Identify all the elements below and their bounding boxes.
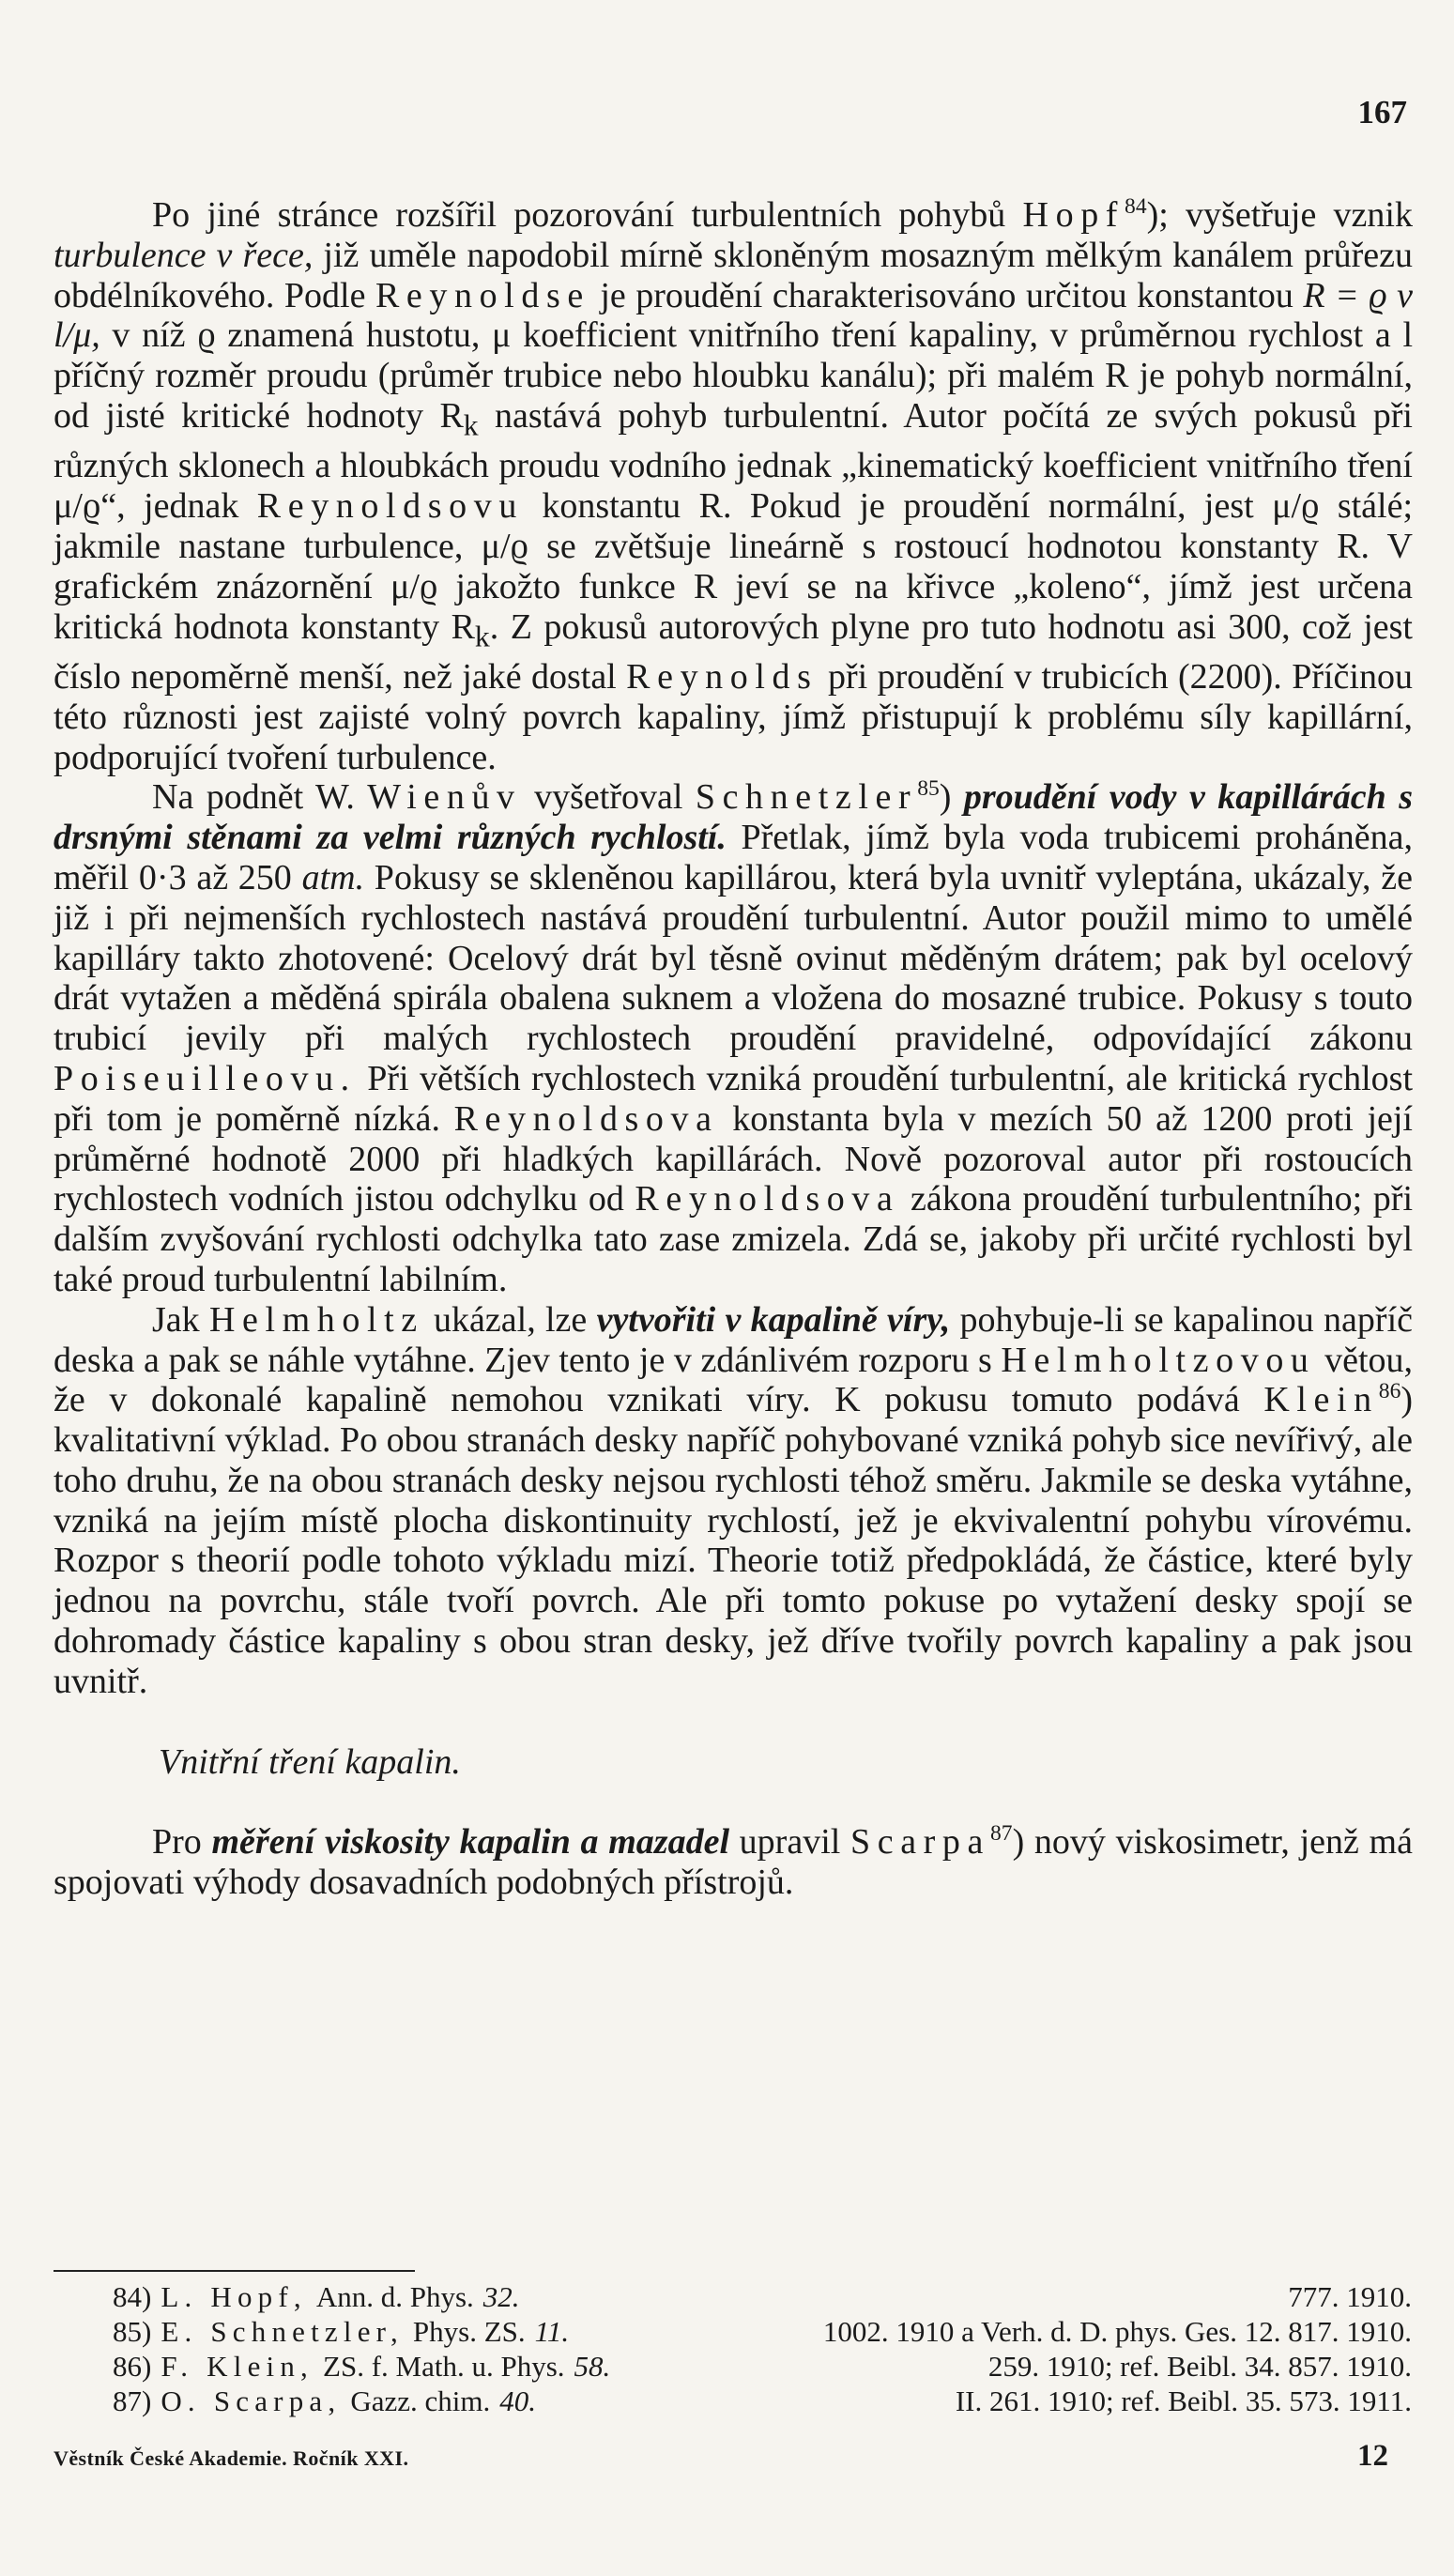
author-name: Wienův [367,777,522,818]
author-name: Reynoldsova [453,1098,719,1139]
sheet-number: 12 [1357,2439,1388,2473]
paragraph-schnetzler: Na podnět W. Wienův vyšetřoval Schnetzler$^{85}$) proudění vody v kapillárách s drsnými stěnami za velmi různých rychlostí. Přetlak, jímž byla voda trubicemi proháněna, měřil 0·3 až 250 atm. Pokusy se skleněnou kapillárou, která byla uvnitř vyleptána, ukázaly, že již i při nejmenších rychlostech nastává proudění turbulentní. Autor použil mimo to umělé kapilláry takto zhotovené: Ocelový drát byl těsně ovinut měděným drátem; pak byl ocelový drát vytažen a měděná spirála obalena suknem a vložena do mosazné trubice. Pokusy s touto trubicí jevily při malých rychlostech proudění pravidelné, odpovídající zákonu Poiseuilleovu. Při větších rychlostech vzniká proudění turbulentní, ale kritická rychlost při tom je poměrně nízká. Reynoldsova konstanta byla v mezích 50 až 1200 proti její průměrné hodnotě 2000 při hladkých kapillárách. Nově pozoroval autor při rostoucích rychlostech vodních jistou odchylku od Reynoldsova zákona proudění turbulentního; při dalším zvyšování rychlosti odchylka tato zase zmizela. Zdá se, jakoby při určité rychlosti byl také proud turbulentní labilním. [54,776,1414,1299]
footnote-87: 87) O. Scarpa, Gazz. chim. 40. II. 261. 1910; ref. Beibl. 35. 573. 1911. [113,2384,1412,2417]
author-name: Scarpa [850,1822,991,1863]
footnote-86: 86) F. Klein, ZS. f. Math. u. Phys. 58. 259. 1910; ref. Beibl. 34. 857. 1910. [113,2350,1412,2383]
author-name: Reynoldsova [635,1179,900,1219]
paragraph-hopf: Po jiné stránce rozšířil pozorování turbulentních pohybů Hopf$^{84}$); vyšetřuje vznik turbulence v řece, již uměle napodobil mírně skloněným mosazným mělkým kanálem průřezu obdélníkového. Podle Reynoldse je proudění charakterisováno určitou konstantou R = ϱ v l/μ, v níž ϱ znamená hustotu, μ koefficient vnitřního tření kapaliny, v průměrnou rychlost a l příčný rozměr proudu (průměr trubice nebo hloubku kanálu); při malém R je pohyb normální, od jisté kritické hodnoty $R_k$ nastává pohyb turbulentní. Autor počítá ze svých pokusů při různých sklonech a hloubkách proudu vodního jednak „kinematický koefficient vnitřního tření μ/ϱ“, jednak Reynoldsovu konstantu R. Pokud je proudění normální, jest μ/ϱ stálé; jakmile nastane turbulence, μ/ϱ se zvětšuje lineárně s rostoucí hodnotou konstanty R. V grafickém znázornění μ/ϱ jakožto funkce R jeví se na křivce „koleno“, jímž jest určena kritická hodnota konstanty $R_k$. Z pokusů autorových plyne pro tuto hodnotu asi 300, což jest číslo nepoměrně menší, než jaké dostal Reynolds při proudění v trubicích (2200). Příčinou této různosti jest zajisté volný povrch kapaliny, jímž přistupují k problému síly kapillární, podporující tvoření turbulence. [54,193,1414,777]
author-name: Reynoldsovu [256,486,524,527]
footnote-ref: 86 [1378,1379,1401,1404]
body-text [54,195,1413,1903]
page-footer [54,2439,1388,2474]
footnote-84: 84) L. Hopf, Ann. d. Phys. 32. 777. 1910. [113,2280,1412,2313]
author-name: Reynolds [626,656,819,697]
author-name: Reynoldse [375,275,590,315]
paragraph-scarpa: Pro měření viskosity kapalin a mazadel upravil Scarpa$^{87}$) nový viskosimetr, jenž má spojovati výhody dosavadních podobných přístrojů. [54,1821,1413,1903]
paragraph-helmholtz: Jak Helmholtz ukázal, lze vytvořiti v kapalině víry, pohybuje-li se kapalinou napříč deska a pak se náhle vytáhne. Zjev tento je v zdánlivém rozporu s Helmholtzovou větou, že v dokonalé kapalině nemohou vznikati víry. K pokusu tomuto podává Klein$^{86}$) kvalitativní výklad. Po obou stranách desky napříč pohybované vzniká pohyb sice nevířivý, ale toho druhu, že na obou stranách desky nejsou rychlosti téhož směru. Jakmile se deska vytáhne, vzniká na jejím místě plocha diskontinuity rychlostí, jež je ekvivalentní pohybu vírovému. Rozpor s theorií podle tohoto výkladu mizí. Theorie totiž předpokládá, že částice, které byly jednou na povrchu, stále tvoří povrch. Ale při tomto pokuse po vytažení desky spojí se dohromady částice kapaliny s obou stran desky, jež dříve tvořily povrch kapaliny a pak jsou uvnitř. [54,1299,1414,1701]
footnotes [113,2279,1412,2418]
footnote-divider [54,2270,415,2272]
journal-name: Věstník České Akademie. Ročník XXI. [54,2446,409,2470]
author-name: Klein [1263,1380,1379,1420]
author-name: Helmholtzovou [1001,1340,1316,1380]
author-name: Poiseuilleovu. [54,1058,357,1098]
author-name: Hopf [1022,195,1125,235]
footnote-ref: 84 [1125,193,1147,219]
author-name: Helmholtz [208,1299,424,1340]
section-heading: Vnitřní tření kapalin. [159,1741,461,1782]
footnote-ref: 85 [917,776,940,802]
footnote-85: 85) E. Schnetzler, Phys. ZS. 11. 1002. 1910 a Verh. d. D. phys. Ges. 12. 817. 1910. [113,2315,1412,2348]
footnote-ref: 87 [990,1821,1013,1847]
author-name: Schnetzler [695,777,918,818]
formula: R = ϱ v l/μ, [54,275,1414,356]
page-number: 167 [1357,94,1407,130]
